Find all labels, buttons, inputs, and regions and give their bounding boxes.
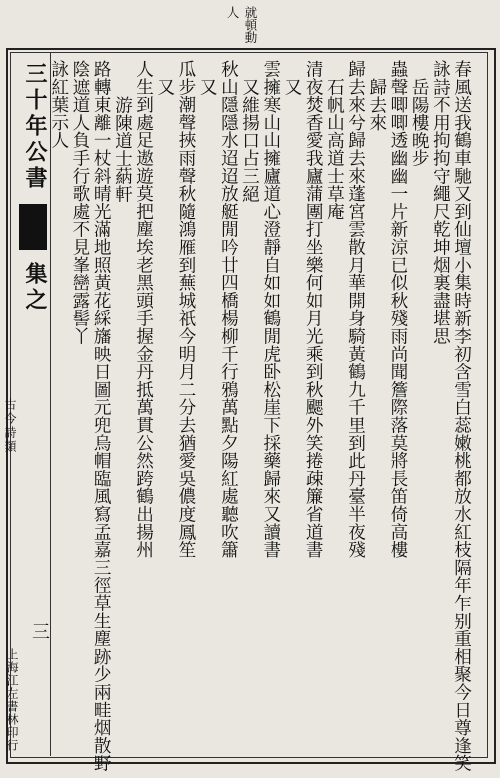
text-column: 游陳道士蒳軒 (112, 96, 133, 203)
text-column: 蟲聲唧唧透幽幽一片新涼已似秋殘雨尚聞簷際落莫將長笛倚高樓 (387, 60, 408, 559)
text-column: 詠紅葉示人 (48, 60, 69, 149)
text-column: 又 (154, 78, 175, 96)
text-column: 清夜焚香愛我廬蒲團打坐樂何如月光乘到秋颸外笑捲疎簾省道書 (303, 60, 324, 559)
text-column: 又 (281, 78, 302, 96)
top-margin-note: 就頓動 (243, 6, 258, 44)
text-column: 歸去來兮歸去來蓬宮雲散月華開身騎黃鶴九千里到此丹臺半夜殘 (345, 60, 366, 559)
text-column: 春風送我鶴車馳又到仙壇小集時新李初含雪白蕊嫩桃都放水紅枝隔年乍别重相聚今日尊逢笑 (451, 60, 472, 772)
text-column: 又維揚口占三絕 (239, 78, 260, 203)
text-column: 路轉東離一杖斜晴光滿地照黃花綵旛映日圖元兜烏帽臨風寫孟嘉三徑草生塵跡少兩畦烟散野 (91, 60, 112, 772)
spine-category: 古今詩類 (3, 398, 17, 454)
page-number: 三 (29, 622, 50, 640)
text-column: 石帆山高道士草庵 (324, 78, 345, 221)
spine-black-block (19, 204, 47, 250)
spine-title: 三十年公書 (22, 62, 48, 192)
text-column: 雲擁寒山山擁廬道心澄靜自如如鶴閒虎卧松崖下採藥歸來又讀書 (260, 60, 281, 559)
text-column: 詠詩不用拘拘守繩尺乾坤烟裏盡堪思 (430, 60, 451, 345)
top-margin-note-2: 人 (225, 6, 240, 19)
spine-volume: 集之 (22, 262, 48, 314)
text-column: 陰遮道人負手行歌處不見峯巒露髻丫 (69, 60, 90, 345)
text-column: 瓜步潮聲挾雨聲秋隨鴻雁到蕪城祇今明月二分去猶愛吳儂度鳳笙 (175, 60, 196, 559)
publisher-imprint: 上海江左書林印行 (5, 648, 19, 752)
text-column: 人生到處足遨遊莫把塵埃老黑頭手握金丹抵萬貫公然跨鶴出揚州 (133, 60, 154, 559)
text-column: 秋山隱隱水迢迢放艇閒吟廿四橋楊柳千行鴉萬點夕陽紅處聽吹簫 (218, 60, 239, 559)
text-column: 又 (197, 78, 218, 96)
text-column: 歸去來 (366, 78, 387, 132)
text-column: 岳陽樓晚步 (409, 78, 430, 167)
